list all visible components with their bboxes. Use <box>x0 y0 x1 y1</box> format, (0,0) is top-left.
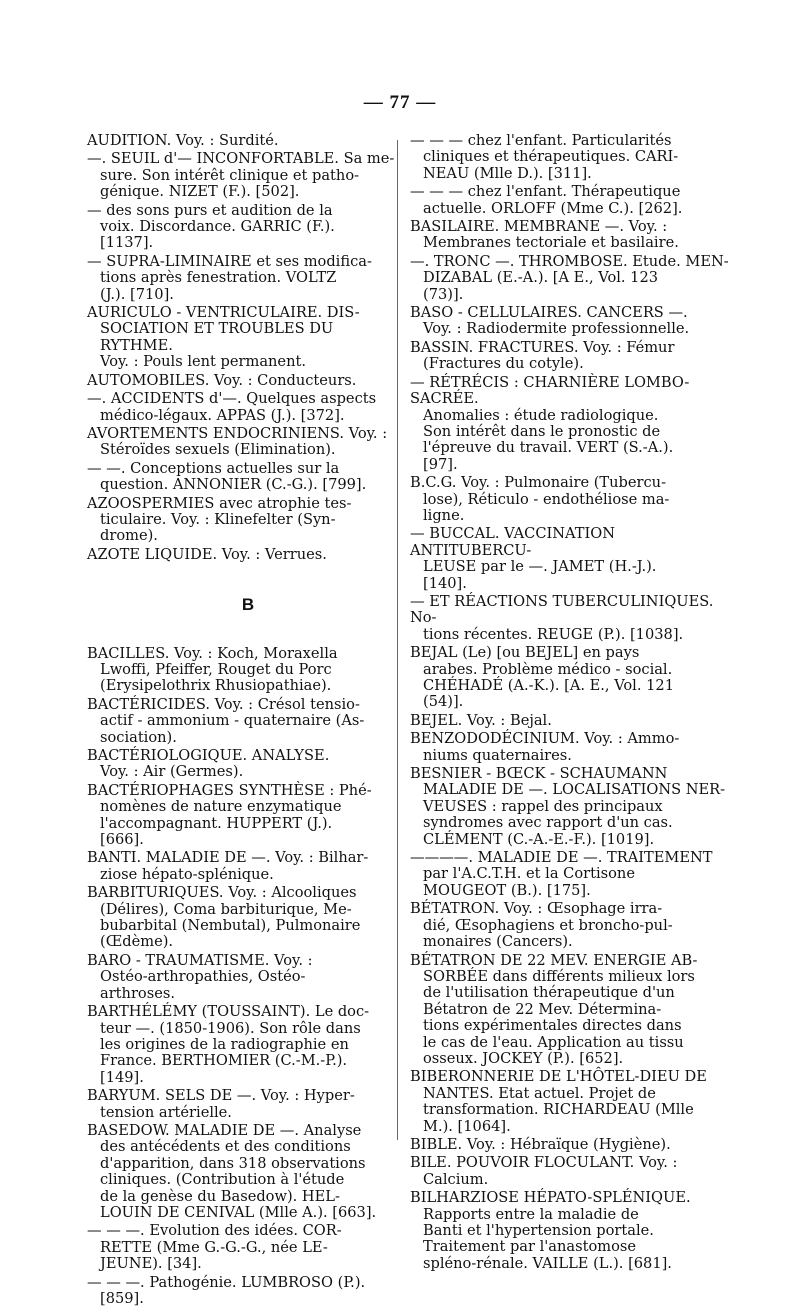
index-entry <box>87 496 409 545</box>
entry-line: Voy. : Radiodermite professionnelle. <box>423 320 690 338</box>
index-entry <box>410 953 732 1068</box>
entry-line: Traitement par l'anastomose <box>423 1238 636 1256</box>
entry-line: l'épreuve du travail. VERT (S.-A.). <box>423 439 674 457</box>
entry-line: osseux. JOCKEY (P.). [652]. <box>423 1049 624 1067</box>
entry-line: BASSIN. FRACTURES. Voy. : Fémur <box>410 338 675 356</box>
entry-line: BANTI. MALADIE DE —. Voy. : Bilhar- <box>87 849 369 867</box>
entry-line: BILHARZIOSE HÉPATO-SPLÉNIQUE. <box>410 1189 691 1207</box>
entry-line: médico-légaux. APPAS (J.). [372]. <box>100 406 345 424</box>
index-entry <box>410 850 732 899</box>
entry-line: AZOOSPERMIES avec atrophie tes- <box>87 494 352 512</box>
entry-line: MOUGEOT (B.). [175]. <box>423 881 591 899</box>
entry-line: MALADIE DE —. LOCALISATIONS NER- <box>423 781 726 799</box>
index-entry <box>410 526 732 592</box>
entry-line: [149]. <box>100 1068 144 1086</box>
entry-line: AUDITION. Voy. : Surdité. <box>87 132 279 149</box>
entry-line: ligne. <box>423 506 465 524</box>
entry-line: [666]. <box>100 831 144 849</box>
entry-line: (54)]. <box>423 693 464 711</box>
index-entry <box>87 1275 409 1308</box>
entry-line: — — — chez l'enfant. Particularités <box>410 132 672 149</box>
right-column <box>410 133 732 1274</box>
entry-line: Banti et l'hypertension portale. <box>423 1222 654 1239</box>
index-entry <box>410 184 732 217</box>
entry-line: BACILLES. Voy. : Koch, Moraxella <box>87 644 338 662</box>
entry-line: tions récentes. REUGE (P.). [1038]. <box>423 625 684 643</box>
entry-line: voix. Discordance. GARRIC (F.). <box>100 218 335 236</box>
entry-line: Ostéo-arthropathies, Ostéo- <box>100 968 306 986</box>
index-entry <box>410 766 732 848</box>
entry-line: ————. MALADIE DE —. TRAITEMENT <box>410 849 713 867</box>
index-entry <box>87 1223 409 1272</box>
entry-line: [140]. <box>423 574 467 592</box>
entry-line: d'apparition, dans 318 observations <box>100 1154 366 1172</box>
entry-line: lose), Réticulo - endothéliose ma- <box>423 490 670 508</box>
index-entry <box>87 850 409 883</box>
entry-line: BÉTATRON. Voy. : Œsophage irra- <box>410 900 663 918</box>
entry-line: les origines de la radiographie en <box>100 1035 349 1053</box>
entry-line: AVORTEMENTS ENDOCRINIENS. Voy. : <box>87 424 388 442</box>
entry-line: (Erysipelothrix Rhusiopathiae). <box>100 677 332 695</box>
index-entry <box>87 885 409 951</box>
entry-line: (73)]. <box>423 285 464 303</box>
entry-line: actuelle. ORLOFF (Mme C.). [262]. <box>423 199 683 217</box>
entry-line: [1137]. <box>100 234 154 252</box>
section-letter: B <box>241 595 255 615</box>
entry-line: AUTOMOBILES. Voy. : Conducteurs. <box>87 371 357 389</box>
entry-line: monaires (Cancers). <box>423 933 573 951</box>
entry-line: — — —. Evolution des idées. COR- <box>87 1222 342 1240</box>
index-entry <box>410 375 732 473</box>
entry-line: — SUPRA-LIMINAIRE et ses modifica- <box>87 252 372 270</box>
index-entry <box>410 305 732 338</box>
page-number: — 77 — <box>363 92 437 113</box>
entry-line: BACTÉRIOPHAGES SYNTHÈSE : Phé- <box>87 781 372 799</box>
index-entry <box>87 151 409 200</box>
entry-line: Bétatron de 22 Mev. Détermina- <box>423 1000 662 1018</box>
index-entry <box>87 953 409 1002</box>
entry-line: arabes. Problème médico - social. <box>423 660 673 678</box>
entry-line: spléno-rénale. VAILLE (L.). [681]. <box>423 1254 672 1272</box>
entry-line: BARO - TRAUMATISME. Voy. : <box>87 951 313 969</box>
index-entry <box>87 203 409 252</box>
index-entry <box>410 1155 732 1188</box>
entry-line: — — — chez l'enfant. Thérapeutique <box>410 183 681 201</box>
entry-line: Voy. : Air (Germes). <box>100 763 244 781</box>
entry-line: CLÉMENT (C.-A.-E.-F.). [1019]. <box>423 830 655 848</box>
entry-line: —. SEUIL d'— INCONFORTABLE. Sa me- <box>87 150 395 168</box>
index-entry <box>87 1123 409 1221</box>
entry-line: — RÉTRÉCIS : CHARNIÈRE LOMBO-SACRÉE. <box>410 373 690 408</box>
index-entry <box>410 731 732 764</box>
entry-line: BACTÉRIOLOGIQUE. ANALYSE. <box>87 747 330 764</box>
entry-line: BESNIER - BŒCK - SCHAUMANN <box>410 765 668 783</box>
index-entry <box>87 748 409 781</box>
index-entry <box>87 373 409 389</box>
entry-line: BARTHÉLÉMY (TOUSSAINT). Le doc- <box>87 1003 370 1021</box>
entry-line: VEUSES : rappel des principaux <box>423 797 663 815</box>
entry-line: nomènes de nature enzymatique <box>100 798 342 816</box>
index-entry <box>410 1137 732 1153</box>
left-column <box>87 133 409 1309</box>
index-entry <box>87 646 409 695</box>
index-entry <box>410 475 732 524</box>
entry-line: tension artérielle. <box>100 1103 232 1121</box>
entry-line: sure. Son intérêt clinique et patho- <box>100 166 360 184</box>
entry-line: de la genèse du Basedow). HEL- <box>100 1187 340 1205</box>
index-entry <box>87 547 409 563</box>
entry-line: France. BERTHOMIER (C.-M.-P.). <box>100 1052 348 1070</box>
entry-line: cliniques et thérapeutiques. CARI- <box>423 148 679 166</box>
entry-line: BENZODODÉCINIUM. Voy. : Ammo- <box>410 730 680 748</box>
entry-line: BACTÉRICIDES. Voy. : Crésol tensio- <box>87 695 360 713</box>
entry-line: niums quaternaires. <box>423 746 572 764</box>
entry-line: (Fractures du cotyle). <box>423 355 584 373</box>
entry-line: [859]. <box>100 1290 144 1307</box>
entry-line: NANTES. Etat actuel. Projet de <box>423 1084 656 1102</box>
index-entry <box>87 461 409 494</box>
entry-line: syndromes avec rapport d'un cas. <box>423 814 673 832</box>
entry-line: (Délires), Coma barbiturique, Me- <box>100 900 352 918</box>
index-entry <box>87 426 409 459</box>
index-entry <box>410 594 732 643</box>
entry-line: cliniques. (Contribution à l'étude <box>100 1171 345 1189</box>
entry-line: des antécédents et des conditions <box>100 1138 351 1156</box>
entry-line: arthroses. <box>100 984 175 1002</box>
index-entry <box>87 254 409 303</box>
entry-line: BASEDOW. MALADIE DE —. Analyse <box>87 1121 362 1139</box>
entry-line: BASILAIRE. MEMBRANE —. Voy. : <box>410 218 668 236</box>
entry-line: — BUCCAL. VACCINATION ANTITUBERCU- <box>410 525 616 559</box>
index-entry <box>410 340 732 373</box>
index-entry <box>410 254 732 303</box>
entry-line: actif - ammonium - quaternaire (As- <box>100 712 365 730</box>
entry-line: — des sons purs et audition de la <box>87 201 333 219</box>
index-entry <box>87 391 409 424</box>
index-entry <box>410 645 732 711</box>
entry-line: Calcium. <box>423 1170 489 1188</box>
index-entry <box>87 783 409 849</box>
entry-line: bubarbital (Nembutal), Pulmonaire <box>100 917 361 935</box>
entry-line: RETTE (Mme G.-G.-G., née LE- <box>100 1238 328 1256</box>
index-entry <box>87 697 409 746</box>
entry-line: — ET RÉACTIONS TUBERCULINIQUES. No- <box>410 592 714 627</box>
entry-line: BIBERONNERIE DE L'HÔTEL-DIEU DE <box>410 1068 707 1086</box>
entry-line: BILE. POUVOIR FLOCULANT. Voy. : <box>410 1154 678 1172</box>
entry-line: transformation. RICHARDEAU (Mlle <box>423 1101 694 1119</box>
entry-line: tions expérimentales directes dans <box>423 1017 682 1035</box>
index-entry <box>410 219 732 252</box>
entry-line: par l'A.C.T.H. et la Cortisone <box>423 865 635 883</box>
entry-line: — —. Conceptions actuelles sur la <box>87 459 340 477</box>
index-entry <box>87 305 409 371</box>
index-entry <box>87 1004 409 1086</box>
entry-line: de l'utilisation thérapeutique d'un <box>423 984 675 1002</box>
entry-line: drome). <box>100 527 158 545</box>
entry-line: ticulaire. Voy. : Klinefelter (Syn- <box>100 510 336 528</box>
entry-line: AZOTE LIQUIDE. Voy. : Verrues. <box>87 545 327 563</box>
index-entry <box>410 133 732 182</box>
index-entry <box>410 713 732 729</box>
entry-line: BÉTATRON DE 22 MEV. ENERGIE AB- <box>410 951 698 969</box>
entry-line: BASO - CELLULAIRES. CANCERS —. <box>410 304 688 322</box>
entry-line: Lwoffi, Pfeiffer, Rouget du Porc <box>100 660 332 678</box>
entry-line: question. ANNONIER (C.-G.). [799]. <box>100 476 367 494</box>
entry-line: M.). [1064]. <box>423 1117 511 1135</box>
entry-line: — — —. Pathogénie. LUMBROSO (P.). <box>87 1273 366 1291</box>
entry-line: Membranes tectoriale et basilaire. <box>423 234 679 252</box>
index-entry <box>87 133 409 149</box>
entry-line: CHÉHADÉ (A.-K.). [A. E., Vol. 121 <box>423 677 674 694</box>
entry-line: DIZABAL (E.-A.). [A E., Vol. 123 <box>423 269 659 287</box>
entry-line: BARYUM. SELS DE —. Voy. : Hyper- <box>87 1087 355 1105</box>
entry-line: Voy. : Pouls lent permanent. <box>100 353 306 371</box>
entry-line: LOUIN DE CENIVAL (Mlle A.). [663]. <box>100 1203 377 1221</box>
entry-line: ziose hépato-splénique. <box>100 865 274 883</box>
entry-line: SORBÉE dans différents milieux lors <box>423 967 695 985</box>
entry-line: dié, Œsophagiens et broncho-pul- <box>423 916 673 934</box>
index-entry <box>410 901 732 950</box>
entry-line: BEJEL. Voy. : Bejal. <box>410 711 552 729</box>
index-entry <box>410 1069 732 1135</box>
entry-line: —. TRONC —. THROMBOSE. Etude. MEN- <box>410 252 729 270</box>
entry-line: BIBLE. Voy. : Hébraïque (Hygiène). <box>410 1135 671 1153</box>
entry-line: BARBITURIQUES. Voy. : Alcooliques <box>87 884 357 902</box>
entry-line: JEUNE). [34]. <box>100 1255 202 1273</box>
entry-line: LEUSE par le —. JAMET (H.-J.). <box>423 558 657 576</box>
index-entry <box>87 1088 409 1121</box>
entry-line: l'accompagnant. HUPPERT (J.). <box>100 814 333 832</box>
entry-line: génique. NIZET (F.). [502]. <box>100 183 300 201</box>
entry-line: Stéroïdes sexuels (Elimination). <box>100 441 336 459</box>
entry-line: (Œdème). <box>100 933 174 951</box>
entry-line: AURICULO - VENTRICULAIRE. DIS- <box>87 304 360 322</box>
index-entry <box>410 1190 732 1272</box>
entry-line: [97]. <box>423 455 458 473</box>
entry-line: NEAU (Mlle D.). [311]. <box>423 164 592 182</box>
entry-line: le cas de l'eau. Application au tissu <box>423 1033 684 1051</box>
entry-line: teur —. (1850-1906). Son rôle dans <box>100 1019 361 1037</box>
entry-line: Rapports entre la maladie de <box>423 1205 639 1223</box>
column-divider <box>397 140 398 1140</box>
entry-line: BEJAL (Le) [ou BEJEL] en pays <box>410 644 640 662</box>
entry-line: —. ACCIDENTS d'—. Quelques aspects <box>87 390 377 408</box>
entry-line: tions après fenestration. VOLTZ <box>100 269 337 287</box>
entry-line: Anomalies : étude radiologique. <box>423 406 659 424</box>
entry-line: (J.). [710]. <box>100 285 174 303</box>
entry-line: sociation). <box>100 728 177 746</box>
entry-line: SOCIATION ET TROUBLES DU RYTHME. <box>100 320 334 354</box>
entry-line: Son intérêt dans le pronostic de <box>423 422 661 440</box>
entry-line: B.C.G. Voy. : Pulmonaire (Tubercu- <box>410 474 667 492</box>
